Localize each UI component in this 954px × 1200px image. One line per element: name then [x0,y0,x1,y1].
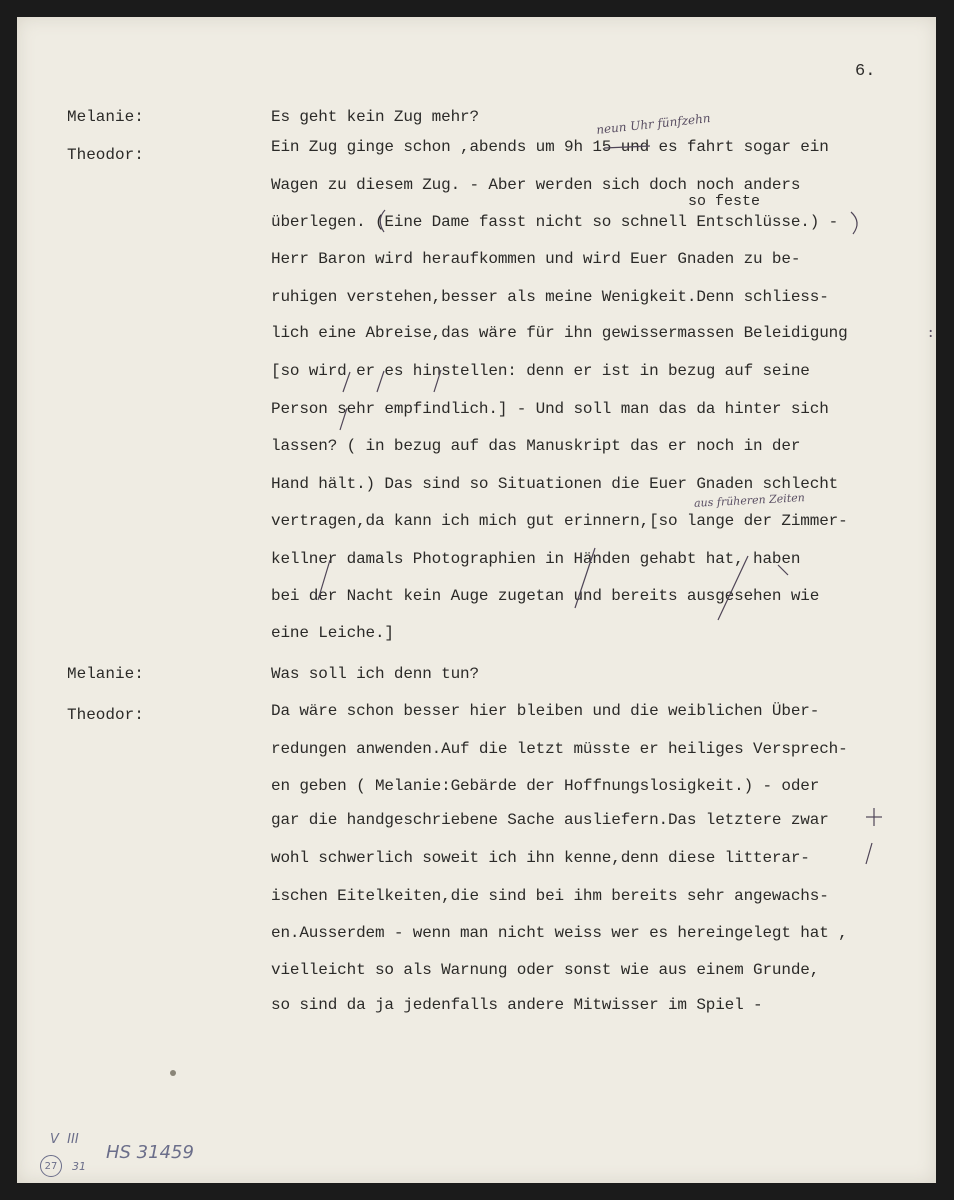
archive-shelfmark: HS 31459 [106,1142,194,1163]
slash-mark [340,408,347,430]
text-line: lich eine Abreise,das wäre für ihn gewissermassen Beleidigung [271,324,848,342]
text-line: Es geht kein Zug mehr? [271,108,479,126]
archive-roman-numeral: V III [50,1132,79,1147]
margin-mark: : [928,322,934,341]
strike-through [604,146,650,148]
text-line: Person sehr empfindlich.] - Und soll man das da hinter sich [271,400,829,418]
text-line: ischen Eitelkeiten,die sind bei ihm bereits sehr angewachs- [271,887,829,905]
text-line: vertragen,da kann ich mich gut erinnern,[so lange der Zimmer- [271,512,848,530]
text-line: en.Ausserdem - wenn man nicht weiss wer es hereingelegt hat , [271,924,848,942]
text-line: bei der Nacht kein Auge zugetan und bereits ausgesehen wie [271,587,820,605]
slash-mark [778,565,788,575]
text-line: eine Leiche.] [271,624,394,642]
text-line: [so wird er es hinstellen: denn er ist in bezug auf seine [271,362,810,380]
text-line: Wagen zu diesem Zug. - Aber werden sich doch noch anders [271,176,801,194]
text-line: ruhigen verstehen,besser als meine Wenigkeit.Denn schliess- [271,288,829,306]
speaker-label: Melanie: [67,665,144,683]
slash-mark [318,560,330,600]
text-line: kellner damals Photographien in Händen gehabt hat, haben [271,550,801,568]
slash-mark [343,372,350,392]
text-line: Da wäre schon besser hier bleiben und die weiblichen Über- [271,702,820,720]
slash-mark [575,548,595,608]
typed-insertion: so feste [688,193,761,210]
handwritten-insertion: aus früheren Zeiten [693,491,806,510]
page-number: 6. [855,62,876,81]
text-line: Ein Zug ginge schon ,abends um 9h 15 und es fahrt sogar ein [271,138,829,156]
text-line: Hand hält.) Das sind so Situationen die Euer Gnaden schlecht [271,475,839,493]
handwritten-insertion: neun Uhr fünfzehn [595,111,712,137]
slash-mark [866,843,872,864]
text-line: lassen? ( in bezug auf das Manuskript das er noch in der [271,437,801,455]
text-line: vielleicht so als Warnung oder sonst wie aus einem Grunde, [271,961,820,979]
text-line: Herr Baron wird heraufkommen und wird Euer Gnaden zu be- [271,250,801,268]
text-line: redungen anwenden.Auf die letzt müsste er heiliges Versprech- [271,740,848,758]
text-line: so sind da ja jedenfalls andere Mitwisser im Spiel - [271,996,763,1014]
archive-circled-number: 27 [40,1155,62,1177]
speaker-label: Theodor: [67,706,144,724]
speaker-label: Theodor: [67,146,144,164]
text-line: en geben ( Melanie:Gebärde der Hoffnungslosigkeit.) - oder [271,777,820,795]
slash-mark [718,556,748,620]
paper-blemish [170,1070,176,1076]
slash-mark [377,371,384,392]
text-line: gar die handgeschriebene Sache ausliefern.Das letztere zwar [271,811,829,829]
speaker-label: Melanie: [67,108,144,126]
bracket-mark [851,212,857,234]
text-line: überlegen. (Eine Dame fasst nicht so schnell Entschlüsse.) - [271,213,839,231]
text-line: Was soll ich denn tun? [271,665,479,683]
slash-mark [434,370,441,392]
bracket-mark [380,210,385,232]
archive-fraction: 31 [72,1160,86,1173]
text-line: wohl schwerlich soweit ich ihn kenne,denn diese litterar- [271,849,810,867]
